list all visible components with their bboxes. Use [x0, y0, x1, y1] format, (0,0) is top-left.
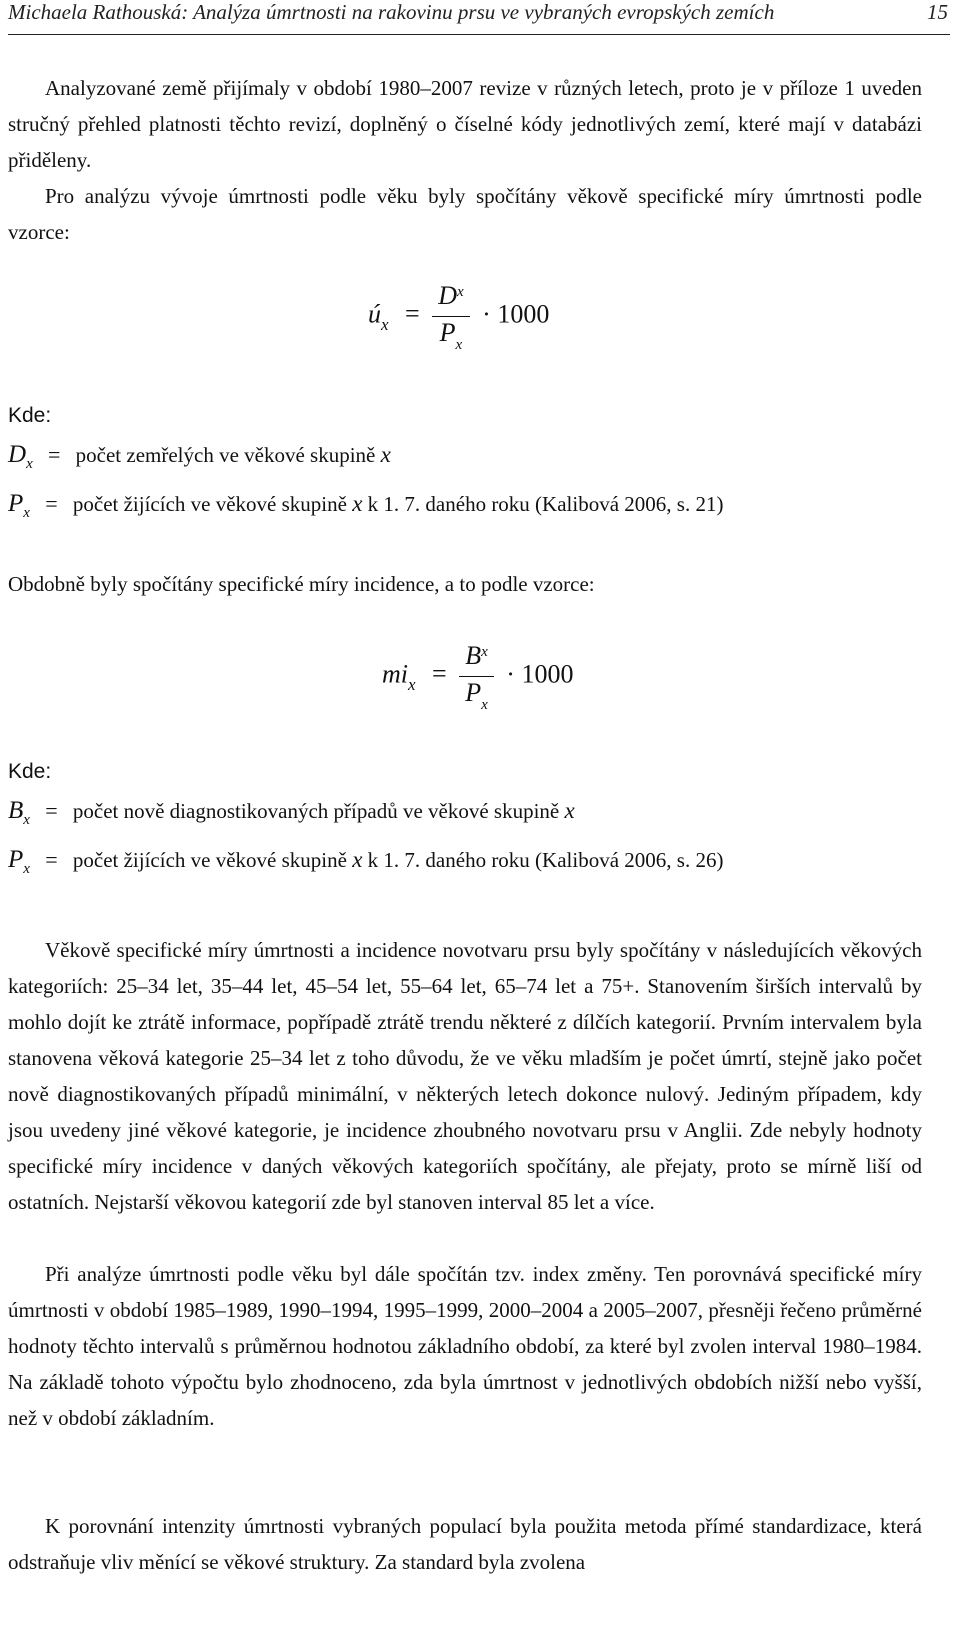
formula-factor: 1000 [521, 659, 574, 689]
paragraph-age-categories: Věkově specifické míry úmrtnosti a incidence novotvaru prsu byly spočítány v následujících věkových kategoriích: 25–34 let, 35–44 let, 45–54 let, 55–64 let, 65–74 let a 75+. Stanovením širších intervalů by mohlo dojít ke ztrátě informace, popřípadě ztrátě trendu některé z dílčích kategorií. Prvním intervalem byla stanovena věková kategorie 25–34 let z toho důvodu, že ve věku mladším je počet úmrtí, stejně jako počet nově diagnostikovaných případů minimální, v některých letech dokonce nulový. Jediným případem, kdy jsou uvedeny jiné věkové kategorie, je incidence zhoubného novotvaru prsu v Anglii. Zde nebyly hodnoty specifické míry incidence v daných věkových kategoriích spočítány, ale přejaty, proto se mírně liší od ostatních. Nejstarší věkovou kategorií zde byl stanoven interval 85 let a více. [8, 938, 922, 1214]
multiply-dot: · [506, 659, 515, 689]
multiply-dot: · [482, 299, 491, 329]
where-label: Kde: [8, 760, 52, 783]
definition-px: $P_x$ = počet žijících ve věkové skupině x k 1. 7. daného roku (Kalibová 2006, s. 21) [8, 490, 724, 521]
formula-lhs-sub: x [381, 315, 389, 335]
page-number: 15 [927, 0, 948, 24]
paragraph-incidence-intro: Obdobně byly spočítány specifické míry incidence, a to podle vzorce: [8, 572, 595, 596]
where-label: Kde: [8, 404, 52, 427]
running-title: Michaela Rathouská: Analýza úmrtnosti na rakovinu prsu ve vybraných evropských zemích [8, 0, 775, 24]
fraction [432, 280, 469, 353]
equals-sign: = [432, 659, 447, 689]
paragraph-index-change: Při analýze úmrtnosti podle věku byl dále spočítán tzv. index změny. Ten porovnává specifické míry úmrtnosti v období 1985–1989, 1990–1994, 1995–1999, 2000–2004 a 2005–2007, přesněji řečeno průměrné hodnoty těchto intervalů s průměrnou hodnotou základního období, za které byl zvolen interval 1980–1984. Na základě tohoto výpočtu bylo zhodnoceno, zda byla úmrtnost v jednotlivých obdobích nižší nebo vyšší, než v období základním. [8, 1262, 922, 1430]
paragraph-mortality-intro: Pro analýzu vývoje úmrtnosti podle věku byly spočítány věkově specifické míry úmrtnosti podle vzorce: [8, 184, 922, 244]
paragraph-revisions: Analyzované země přijímaly v období 1980–2007 revize v různých letech, proto je v příloze 1 uveden stručný přehled platnosti těchto revizí, doplněný o číselné kódy jednotlivých zemí, které mají v databázi přiděleny. [8, 76, 922, 172]
mortality-formula [368, 280, 549, 353]
fraction-denominator: $P_x$ [465, 678, 488, 713]
formula-lhs: mi [382, 659, 408, 689]
fraction-denominator: $P_x$ [439, 318, 463, 353]
page-header [8, 0, 950, 35]
incidence-formula [382, 640, 573, 713]
definition-px: $P_x$ = počet žijících ve věkové skupině x k 1. 7. daného roku (Kalibová 2006, s. 26) [8, 846, 724, 877]
paragraph-standardization: K porovnání intenzity úmrtnosti vybraných populací byla použita metoda přímé standardizace, která odstraňuje vliv měnící se věkové struktury. Za standard byla zvolena [8, 1514, 922, 1574]
fraction-numerator: $B^x$ [459, 640, 494, 677]
fraction-numerator: $D^x$ [432, 280, 469, 317]
formula-lhs: ú [368, 299, 381, 329]
fraction [459, 640, 494, 713]
definition-dx: $D_x$ = počet zemřelých ve věkové skupině x [8, 441, 391, 472]
equals-sign: = [405, 299, 420, 329]
formula-lhs-sub: x [408, 675, 416, 695]
definition-bx: $B_x$ = počet nově diagnostikovaných případů ve věkové skupině x [8, 797, 575, 828]
formula-factor: 1000 [497, 299, 550, 329]
